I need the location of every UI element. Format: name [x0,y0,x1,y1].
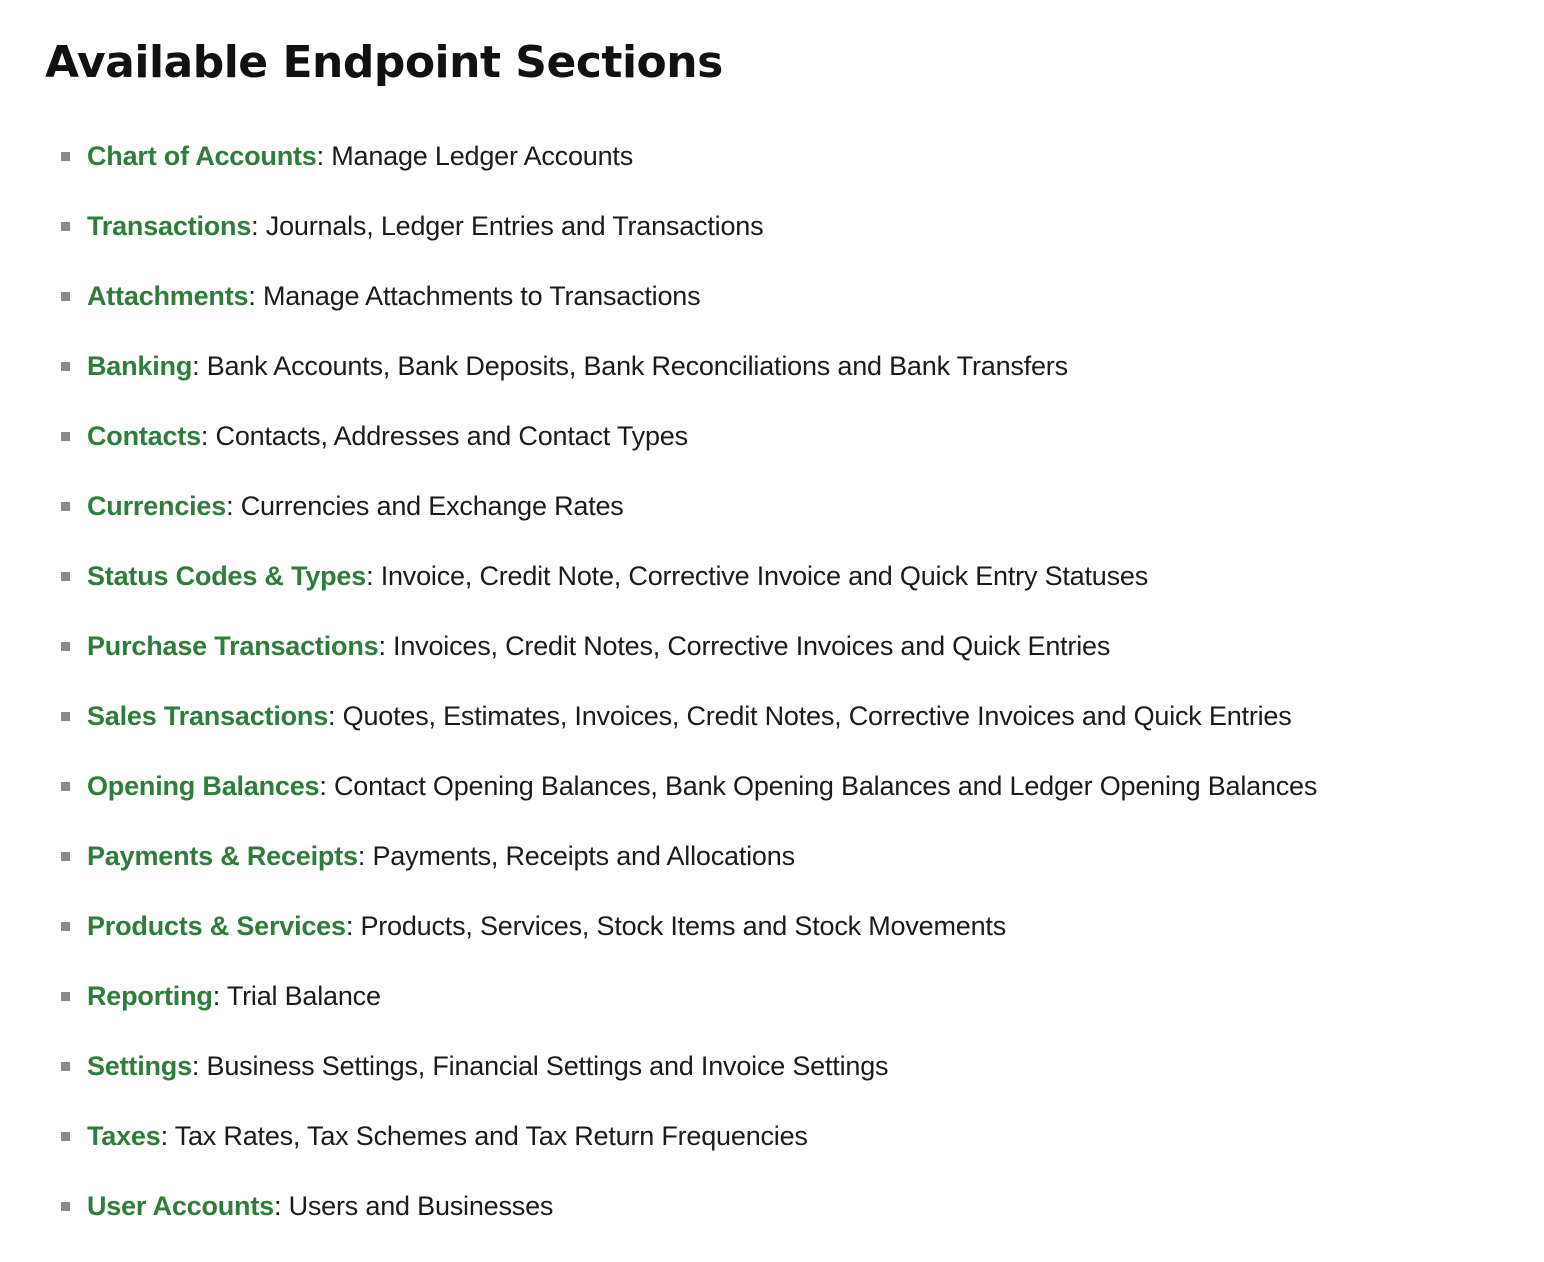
square-bullet-icon [61,852,70,861]
list-item-contacts [0,401,1500,471]
list-item-reporting [0,961,1500,1031]
list-item-description: Contacts, Addresses and Contact Types [215,421,688,451]
list-item-description: Quotes, Estimates, Invoices, Credit Notes, Corrective Invoices and Quick Entries [342,701,1292,731]
opening-balances-link[interactable]: Opening Balances [87,771,320,801]
square-bullet-icon [61,712,70,721]
list-item-description: Invoices, Credit Notes, Corrective Invoices and Quick Entries [393,631,1111,661]
square-bullet-icon [61,292,70,301]
list-item-separator: : [319,771,334,801]
list-item-payments-receipts [0,821,1500,891]
square-bullet-icon [61,502,70,511]
list-item-transactions [0,191,1500,261]
sales-transactions-link[interactable]: Sales Transactions [87,701,329,731]
list-item-currencies [0,471,1500,541]
status-codes-types-link[interactable]: Status Codes & Types [87,561,367,591]
list-item-products-services [0,891,1500,961]
page-title: Available Endpoint Sections [45,37,723,88]
list-item-separator: : [191,1051,207,1081]
list-item-opening-balances [0,751,1500,821]
currencies-link[interactable]: Currencies [87,491,227,521]
list-item-separator: : [251,211,266,241]
list-item-attachments [0,261,1500,331]
square-bullet-icon [61,1062,70,1071]
list-item-separator: : [212,981,227,1011]
list-item-description: Manage Attachments to Transactions [262,281,701,311]
products-services-link[interactable]: Products & Services [87,911,346,941]
reporting-link[interactable]: Reporting [87,981,213,1011]
square-bullet-icon [61,1202,70,1211]
list-item-separator: : [273,1191,289,1221]
list-item-separator: : [357,841,373,871]
contacts-link[interactable]: Contacts [87,421,201,451]
square-bullet-icon [61,432,70,441]
square-bullet-icon [61,362,70,371]
list-item-description: Tax Rates, Tax Schemes and Tax Return Frequencies [174,1121,808,1151]
user-accounts-link[interactable]: User Accounts [87,1191,274,1221]
list-item-separator: : [345,911,361,941]
endpoint-section-list [0,121,1500,1241]
list-item-description: Users and Businesses [288,1191,554,1221]
list-item-description: Contact Opening Balances, Bank Opening Balances and Ledger Opening Balances [333,771,1318,801]
list-item-description: Payments, Receipts and Allocations [372,841,795,871]
list-item-description: Bank Accounts, Bank Deposits, Bank Reconciliations and Bank Transfers [206,351,1068,381]
list-item-user-accounts [0,1171,1500,1241]
list-item-settings [0,1031,1500,1101]
list-item-separator: : [160,1121,175,1151]
list-item-separator: : [248,281,263,311]
list-item-sales-transactions [0,681,1500,751]
list-item-description: Manage Ledger Accounts [331,141,634,171]
square-bullet-icon [61,922,70,931]
settings-link[interactable]: Settings [87,1051,192,1081]
list-item-description: Products, Services, Stock Items and Stock Movements [360,911,1006,941]
list-item-separator: : [378,631,394,661]
list-item-description: Journals, Ledger Entries and Transactions [265,211,764,241]
list-item-separator: : [192,351,207,381]
banking-link[interactable]: Banking [87,351,193,381]
list-item-banking [0,331,1500,401]
square-bullet-icon [61,642,70,651]
list-item-status-codes-types [0,541,1500,611]
square-bullet-icon [61,992,70,1001]
list-item-description: Business Settings, Financial Settings and Invoice Settings [206,1051,889,1081]
list-item-chart-of-accounts [0,121,1500,191]
attachments-link[interactable]: Attachments [87,281,249,311]
square-bullet-icon [61,572,70,581]
chart-of-accounts-link[interactable]: Chart of Accounts [87,141,317,171]
list-item-separator: : [200,421,216,451]
taxes-link[interactable]: Taxes [87,1121,161,1151]
transactions-link[interactable]: Transactions [87,211,252,241]
list-item-description: Invoice, Credit Note, Corrective Invoice and Quick Entry Statuses [380,561,1149,591]
list-item-taxes [0,1101,1500,1171]
purchase-transactions-link[interactable]: Purchase Transactions [87,631,379,661]
square-bullet-icon [61,782,70,791]
list-item-description: Currencies and Exchange Rates [240,491,624,521]
list-item-separator: : [226,491,241,521]
list-item-separator: : [366,561,381,591]
square-bullet-icon [61,1132,70,1141]
list-item-separator: : [316,141,332,171]
list-item-separator: : [328,701,343,731]
payments-receipts-link[interactable]: Payments & Receipts [87,841,358,871]
square-bullet-icon [61,222,70,231]
square-bullet-icon [61,152,70,161]
list-item-purchase-transactions [0,611,1500,681]
list-item-description: Trial Balance [226,981,381,1011]
